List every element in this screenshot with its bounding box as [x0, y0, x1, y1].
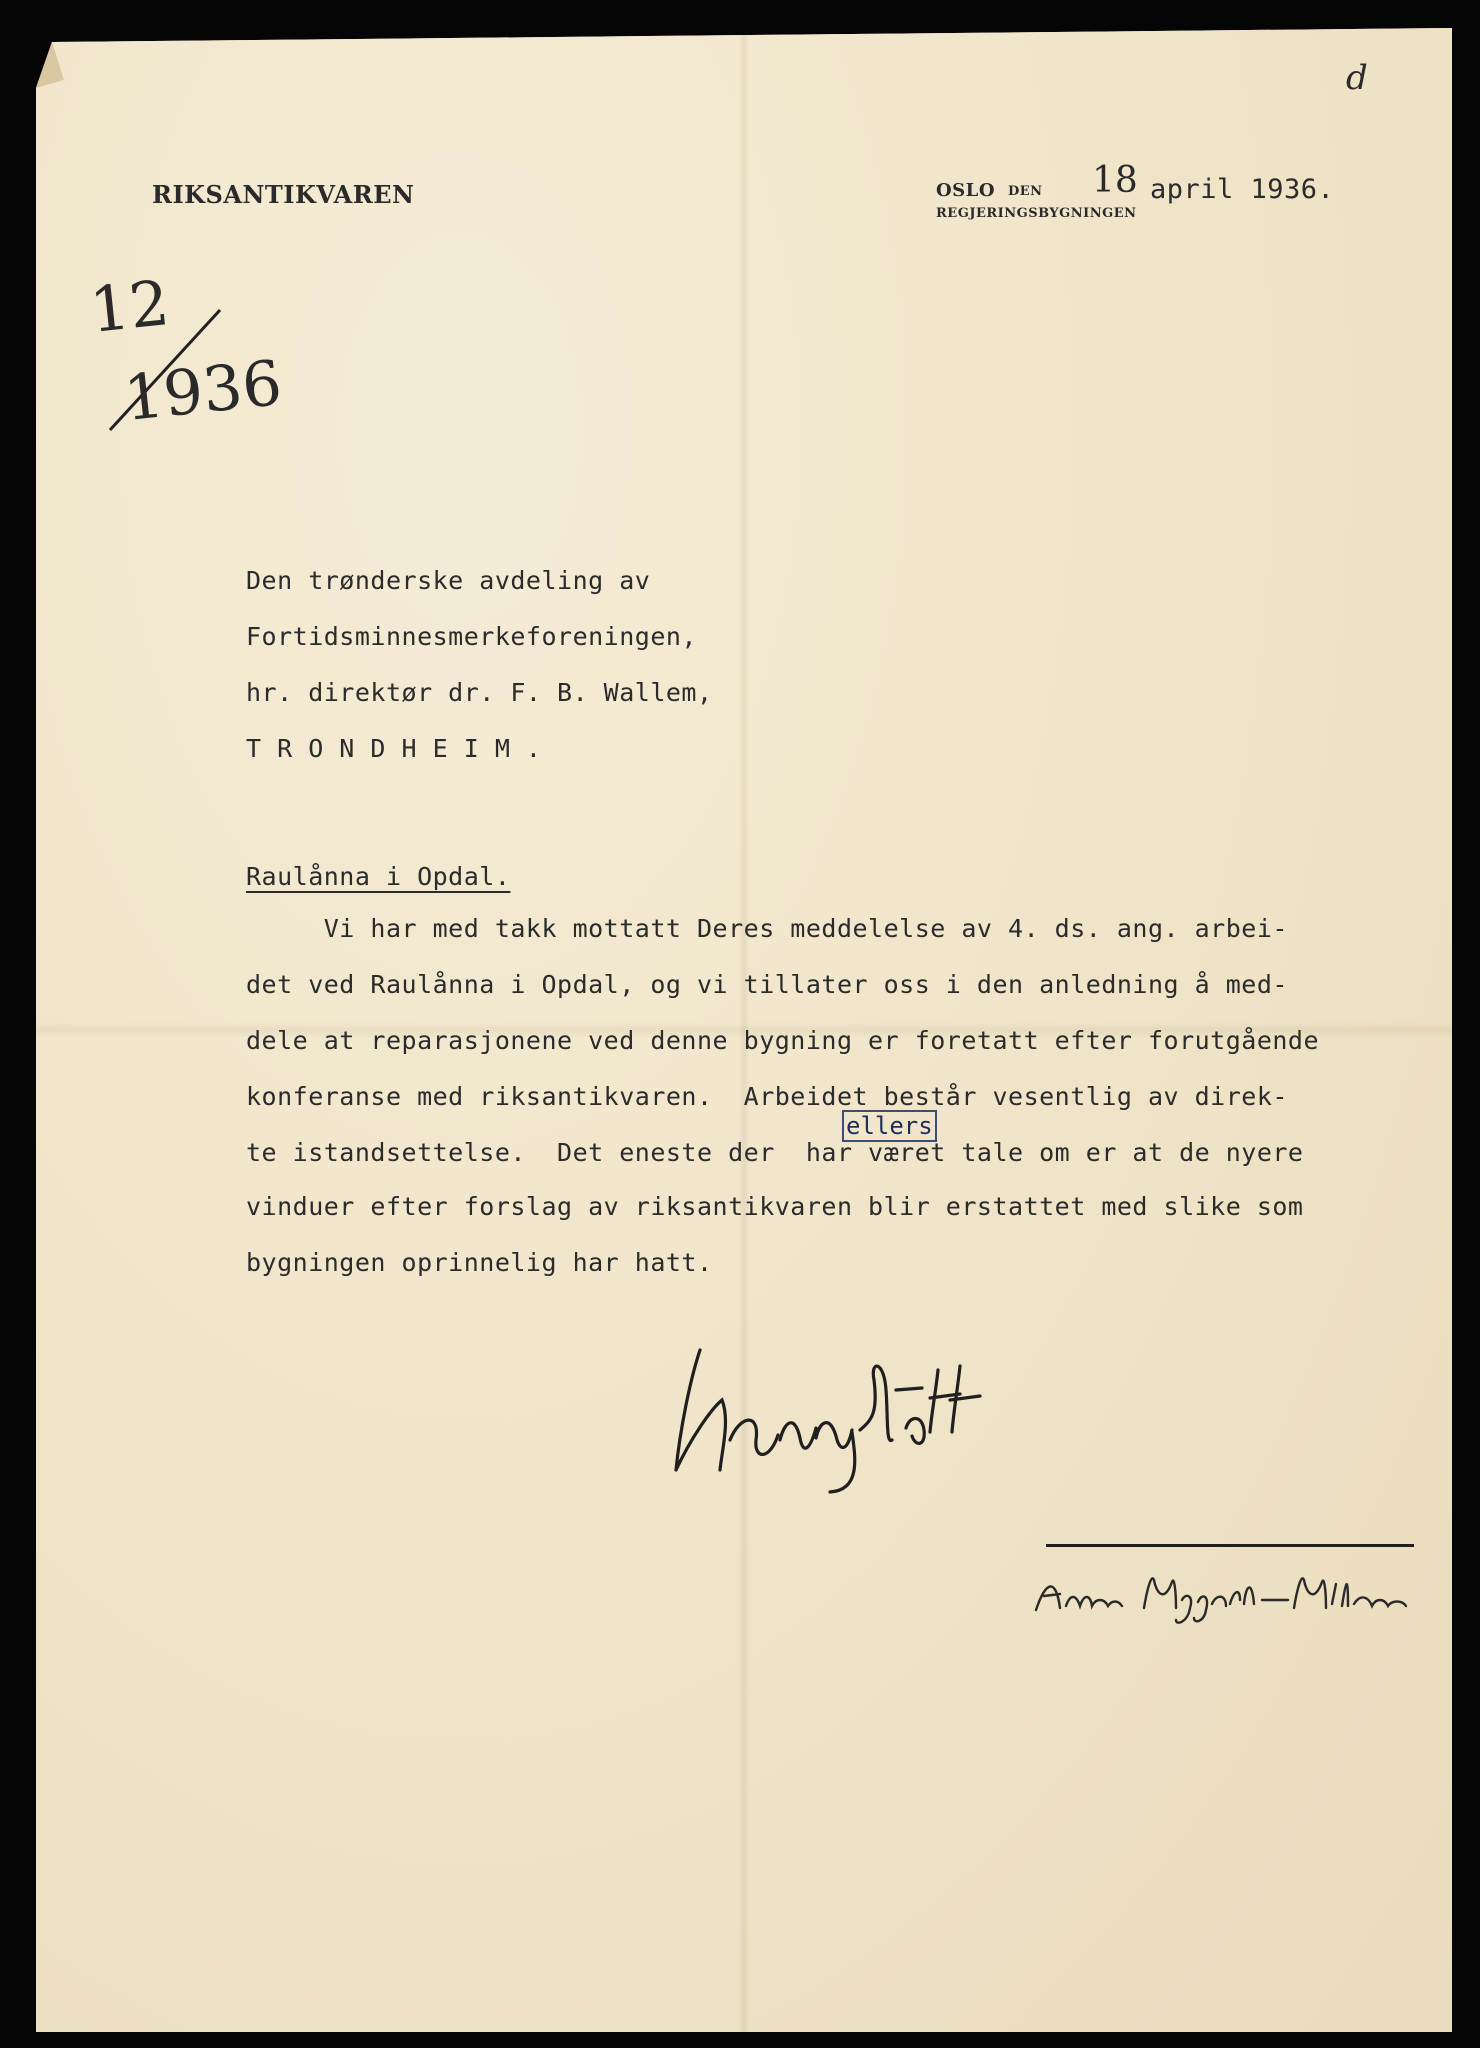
corner-mark: d	[1346, 58, 1368, 98]
body-line-6: vinduer efter forslag av riksantikvaren blir erstattet med slike som	[246, 1192, 1304, 1221]
signature-line	[1046, 1544, 1414, 1547]
date-day-handwritten: 18	[1092, 160, 1138, 201]
main-signature	[660, 1320, 1020, 1490]
body-line-1: Vi har med takk mottatt Deres meddelelse av 4. ds. ang. arbei-	[246, 914, 1288, 943]
letterhead-org: RIKSANTIKVAREN	[152, 180, 415, 209]
letterhead-building: REGJERINGSBYGNINGEN	[936, 206, 1137, 221]
recipient-line-3: hr. direktør dr. F. B. Wallem,	[246, 678, 713, 707]
file-number	[70, 266, 286, 450]
recipient-line-4: T R O N D H E I M .	[246, 734, 542, 763]
body-line-5: te istandsettelse. Det eneste der har været tale om er at de nyere	[246, 1138, 1304, 1167]
letterhead-den: DEN	[1008, 184, 1043, 199]
subject-line: Raulånna i Opdal.	[246, 862, 511, 891]
file-number-top: 12	[86, 266, 173, 347]
recipient-line-1: Den trønderske avdeling av	[246, 566, 651, 595]
body-line-7: bygningen oprinnelig har hatt.	[246, 1248, 713, 1277]
inserted-word-ellers: ellers	[842, 1110, 937, 1142]
recipient-line-2: Fortidsminnesmerkeforeningen,	[246, 622, 697, 651]
body-line-4: konferanse med riksantikvaren. Arbeidet består vesentlig av direk-	[246, 1082, 1288, 1111]
file-number-bottom: 1936	[120, 345, 286, 436]
date-typed: april 1936.	[1150, 174, 1335, 205]
body-line-3: dele at reparasjonene ved denne bygning er foretatt efter forutgående	[246, 1026, 1320, 1055]
body-line-2: det ved Raulånna i Opdal, og vi tillater oss i den anledning å med-	[246, 970, 1288, 999]
secondary-signature	[1026, 1560, 1426, 1630]
letterhead-city: OSLO	[936, 180, 996, 201]
